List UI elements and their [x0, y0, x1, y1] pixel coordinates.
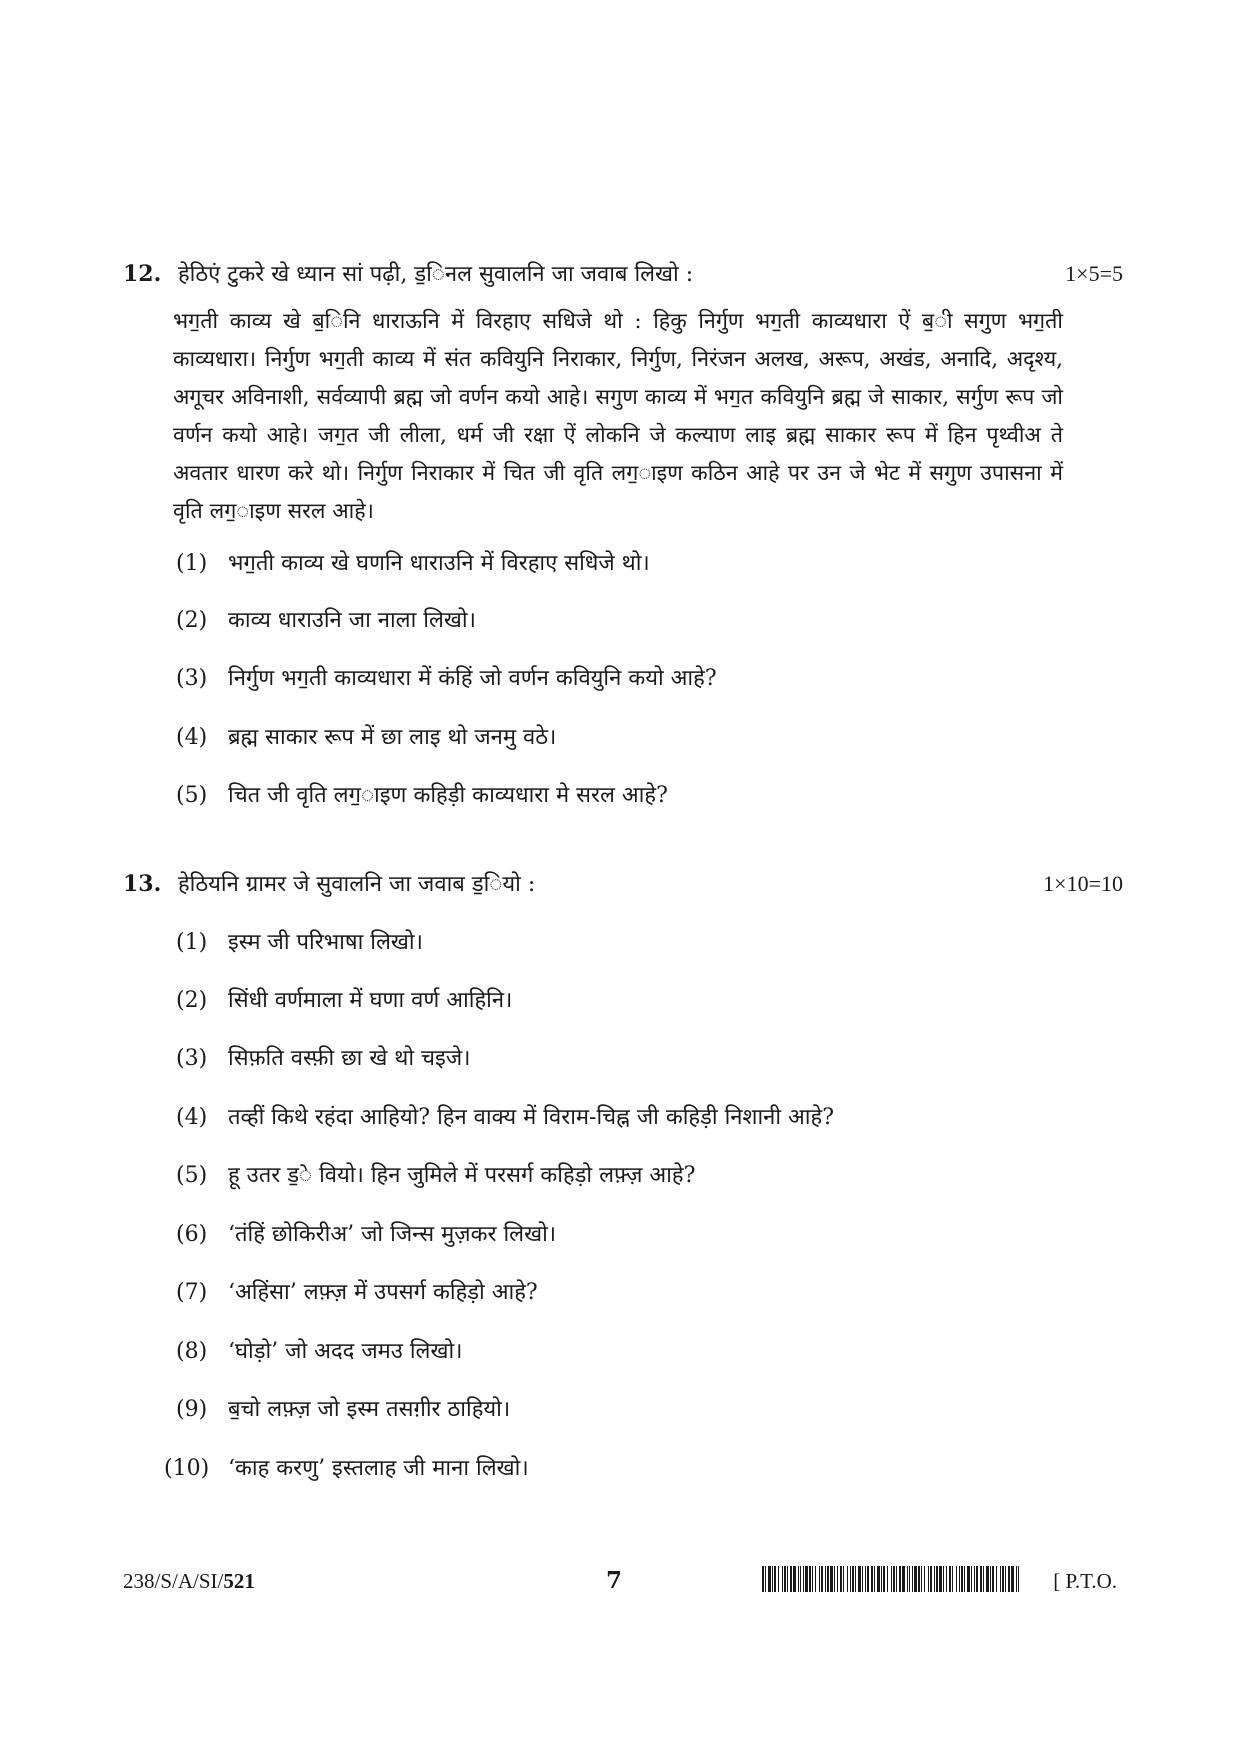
item-number: (9)	[176, 1397, 208, 1422]
question-13-item	[176, 1103, 1076, 1133]
item-number: (7)	[176, 1280, 208, 1305]
question-13-number: 13.	[123, 871, 162, 897]
item-text: सिफ़ति वस्फ़ी छा खे थो चइजे।	[228, 1046, 471, 1071]
question-12-item	[176, 664, 1076, 694]
question-12-passage: भग॒ती काव्य खे ब॒िनि धाराऊनि में विरहाए सधिजे थो : हिकु निर्गुण भग॒ती काव्यधारा ऐं ब॒ी सगुण भग॒ती काव्यधारा। निर्गुण भग॒ती काव्य में संत कवियुनि निराकार, निर्गुण, निरंजन अलख, अरूप, अखंड, अनादि, अदृश्य, अगूचर अविनाशी, सर्वव्यापी ब्रह्म जो वर्णन कयो आहे। सगुण काव्य में भग॒त कवियुनि ब्रह्म जे साकार, सर्गुण रूप जो वर्णन कयो आहे। जग॒त जी लीला, धर्म जी रक्षा ऐं लोकनि जे कल्याण लाइ ब्रह्म साकार रूप में हिन पृथ्वीअ ते अवतार धारण करे थो। निर्गुण निराकार में चित जी वृति लग॒ाइण कठिन आहे पर उन जे भेट में सगुण उपासना में वृति लग॒ाइण सरल आहे।	[173, 309, 1063, 524]
item-text: ‘अहिंसा’ लफ़्ज़ में उपसर्ग कहिड़ो आहे?	[228, 1280, 538, 1305]
question-12-number: 12.	[123, 261, 162, 287]
question-13-header	[123, 869, 1123, 900]
page-number: 7	[606, 1567, 623, 1594]
question-12-marks: 1×5=5	[1065, 261, 1123, 286]
item-number: (8)	[176, 1339, 208, 1364]
item-text: ‘काह करणु’ इस्तलाह जी माना लिखो।	[228, 1456, 529, 1481]
question-13-marks: 1×10=10	[1043, 871, 1123, 896]
item-number: (2)	[176, 988, 208, 1013]
item-text: ‘तंहिं छोकिरीअ’ जो जिन्स मुज़कर लिखो।	[228, 1222, 557, 1247]
question-12-title: हेठिएं टुकरे खे ध्यान सां पढ़ी, ड॒िनल सुवालनि जा जवाब लिखो :	[178, 262, 694, 287]
item-number: (4)	[176, 1105, 208, 1130]
item-text: ब्रह्म साकार रूप में छा लाइ थो जनमु वठे।	[228, 725, 557, 750]
paper-code-number: 521	[223, 1569, 255, 1593]
item-number: (3)	[176, 1046, 208, 1071]
item-number: (1)	[176, 551, 208, 576]
item-number: (6)	[176, 1222, 208, 1247]
question-12-item	[176, 549, 1076, 579]
pto-label: [ P.T.O.	[1053, 1569, 1117, 1593]
item-text: काव्य धाराउनि जा नाला लिखो।	[228, 608, 476, 633]
question-12-item	[176, 723, 1076, 753]
question-13-item	[176, 1395, 1076, 1425]
question-13-item	[164, 1454, 1064, 1484]
item-number: (3)	[176, 666, 208, 691]
question-13-item	[176, 1161, 1076, 1191]
item-text: चित जी वृति लग॒ाइण कहिड़ी काव्यधारा मे सरल आहे?	[228, 783, 668, 808]
item-text: ब॒चो लफ़्ज़ जो इस्म तसग़ीर ठाहियो।	[228, 1397, 511, 1422]
question-13-item	[176, 928, 1076, 958]
item-text: भग॒ती काव्य खे घणनि धाराउनि में विरहाए सधिजे थो।	[228, 551, 650, 576]
item-number: (2)	[176, 608, 208, 633]
item-number: (10)	[164, 1456, 210, 1481]
item-text: ‘घोड़ो’ जो अदद जमउ लिखो।	[228, 1339, 463, 1364]
question-12-header	[123, 259, 1123, 290]
question-12-item	[176, 781, 1076, 811]
item-text: निर्गुण भग॒ती काव्यधारा में कंहिं जो वर्णन कवियुनि कयो आहे?	[228, 666, 717, 691]
item-text: तव्हीं किथे रहंदा आहियो? हिन वाक्य में विराम-चिह्न जी कहिड़ी निशानी आहे?	[228, 1105, 835, 1130]
question-13-title: हेठियनि ग्रामर जे सुवालनि जा जवाब ड॒ियो :	[178, 872, 536, 897]
question-13-item	[176, 1278, 1076, 1308]
question-13-item	[176, 1044, 1076, 1074]
item-number: (1)	[176, 930, 208, 955]
item-number: (5)	[176, 783, 208, 808]
item-number: (5)	[176, 1163, 208, 1188]
item-text: सिंधी वर्णमाला में घणा वर्ण आहिनि।	[228, 988, 513, 1013]
item-text: इस्म जी परिभाषा लिखो।	[228, 930, 423, 955]
item-number: (4)	[176, 725, 208, 750]
question-12-item	[176, 606, 1076, 636]
question-13-item	[176, 986, 1076, 1016]
paper-code-prefix: 238/S/A/SI/	[123, 1569, 224, 1593]
item-text: हू उतर ड॒े वियो। हिन जुमिले में परसर्ग कहिड़ो लफ़्ज़ आहे?	[228, 1163, 696, 1188]
question-13-item	[176, 1220, 1076, 1250]
barcode-icon	[762, 1566, 1020, 1592]
question-13-item	[176, 1337, 1076, 1367]
paper-code	[123, 1568, 255, 1594]
